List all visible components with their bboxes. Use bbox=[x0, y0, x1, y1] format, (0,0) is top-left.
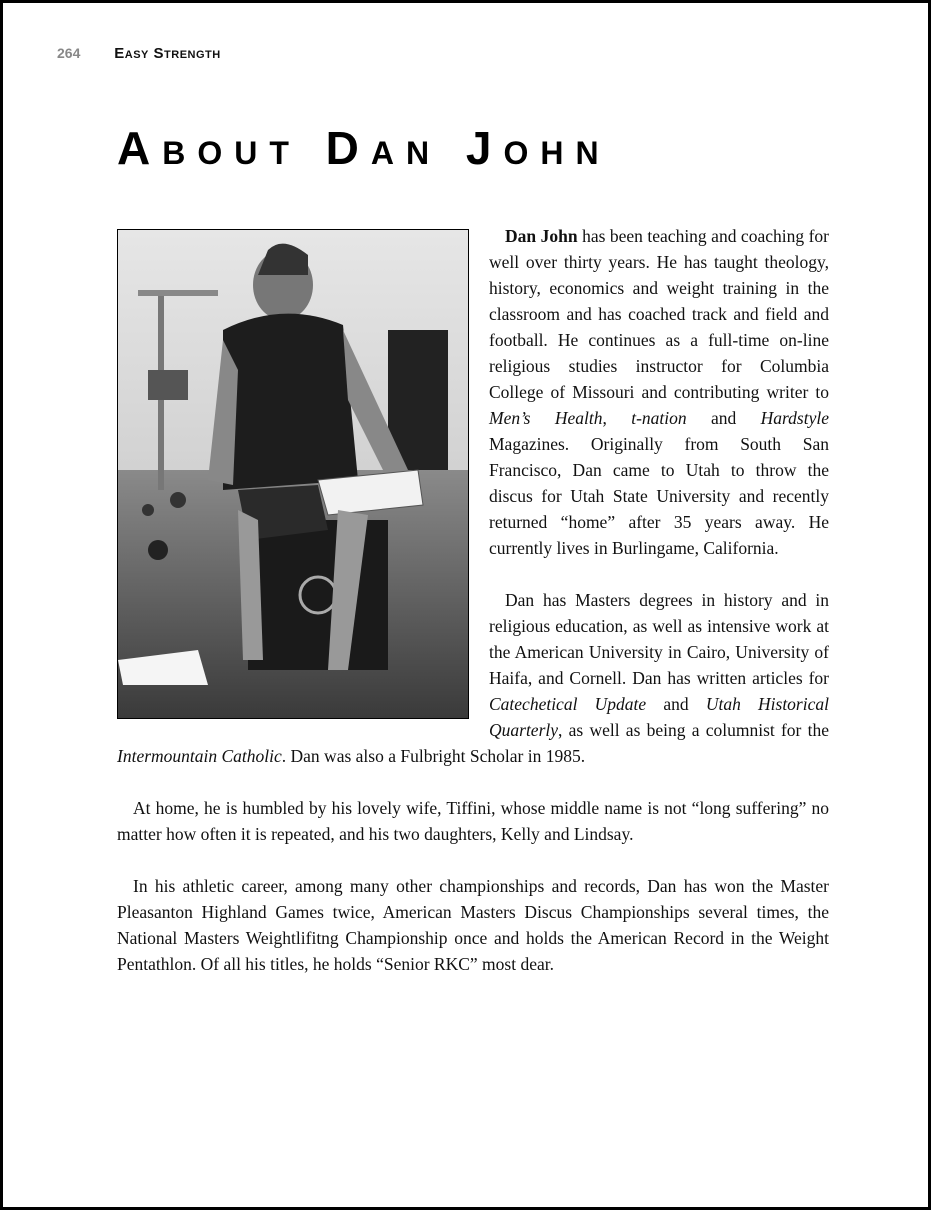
paragraph-1-text: , bbox=[602, 408, 632, 428]
publication-intermountain-catholic: Intermountain Catholic bbox=[117, 746, 282, 766]
book-title: Easy Strength bbox=[114, 45, 221, 62]
paragraph-3: At home, he is humbled by his lovely wife, Tiffini, whose middle name is not “long suffering” no matter how often it is repeated, and his two daughters, Kelly and Lindsay. bbox=[117, 798, 829, 844]
publication-hardstyle: Hardstyle bbox=[760, 408, 829, 428]
author-name: Dan John bbox=[505, 226, 578, 246]
page-number: 264 bbox=[57, 45, 81, 61]
paragraph-2-text: , as well as being a columnist for the bbox=[558, 720, 829, 740]
paragraph-4: In his athletic career, among many other championships and records, Dan has won the Master Pleasanton Highland Games twice, American Masters Discus Championships several times, the National Masters Weightlifitng Championship once and holds the American Record in the Weight Pentathlon. Of all his titles, he holds “Senior RKC” most dear. bbox=[117, 876, 829, 974]
publication-catechetical-update: Catechetical Update bbox=[489, 694, 647, 714]
page-title: About Dan John bbox=[117, 122, 611, 174]
publication-utah-historical-quarterly: Utah Historical Quarterly bbox=[489, 694, 829, 740]
biography-text bbox=[117, 223, 829, 1003]
paragraph-1-text: has been teaching and coaching for well over thirty years. He has taught theology, history, economics and weight training in the classroom and has coached track and field and football. He continues as a full-time on-line religious studies instructor for Columbia College of Missouri and contributing writer to bbox=[489, 226, 829, 402]
publication-t-nation: t-nation bbox=[631, 408, 687, 428]
photo-wrap-spacer bbox=[117, 223, 489, 723]
paragraph-2-text: and bbox=[646, 694, 706, 714]
paragraph-1-text: and bbox=[686, 408, 761, 428]
running-header bbox=[57, 45, 221, 62]
paragraph-1-text: Magazines. Originally from South San Francisco, Dan came to Utah to throw the discus for Utah State University and recently returned “home” after 35 years away. He currently lives in Burlingame, California. bbox=[489, 434, 829, 558]
paragraph-2-text: . Dan was also a Fulbright Scholar in 1985. bbox=[281, 746, 586, 766]
paragraph-2-text: Dan has Masters degrees in history and in religious education, as well as intensive work at the American University in Cairo, University of Haifa, and Cornell. Dan has written articles for bbox=[489, 590, 829, 688]
publication-mens-health: Men’s Health bbox=[489, 408, 603, 428]
